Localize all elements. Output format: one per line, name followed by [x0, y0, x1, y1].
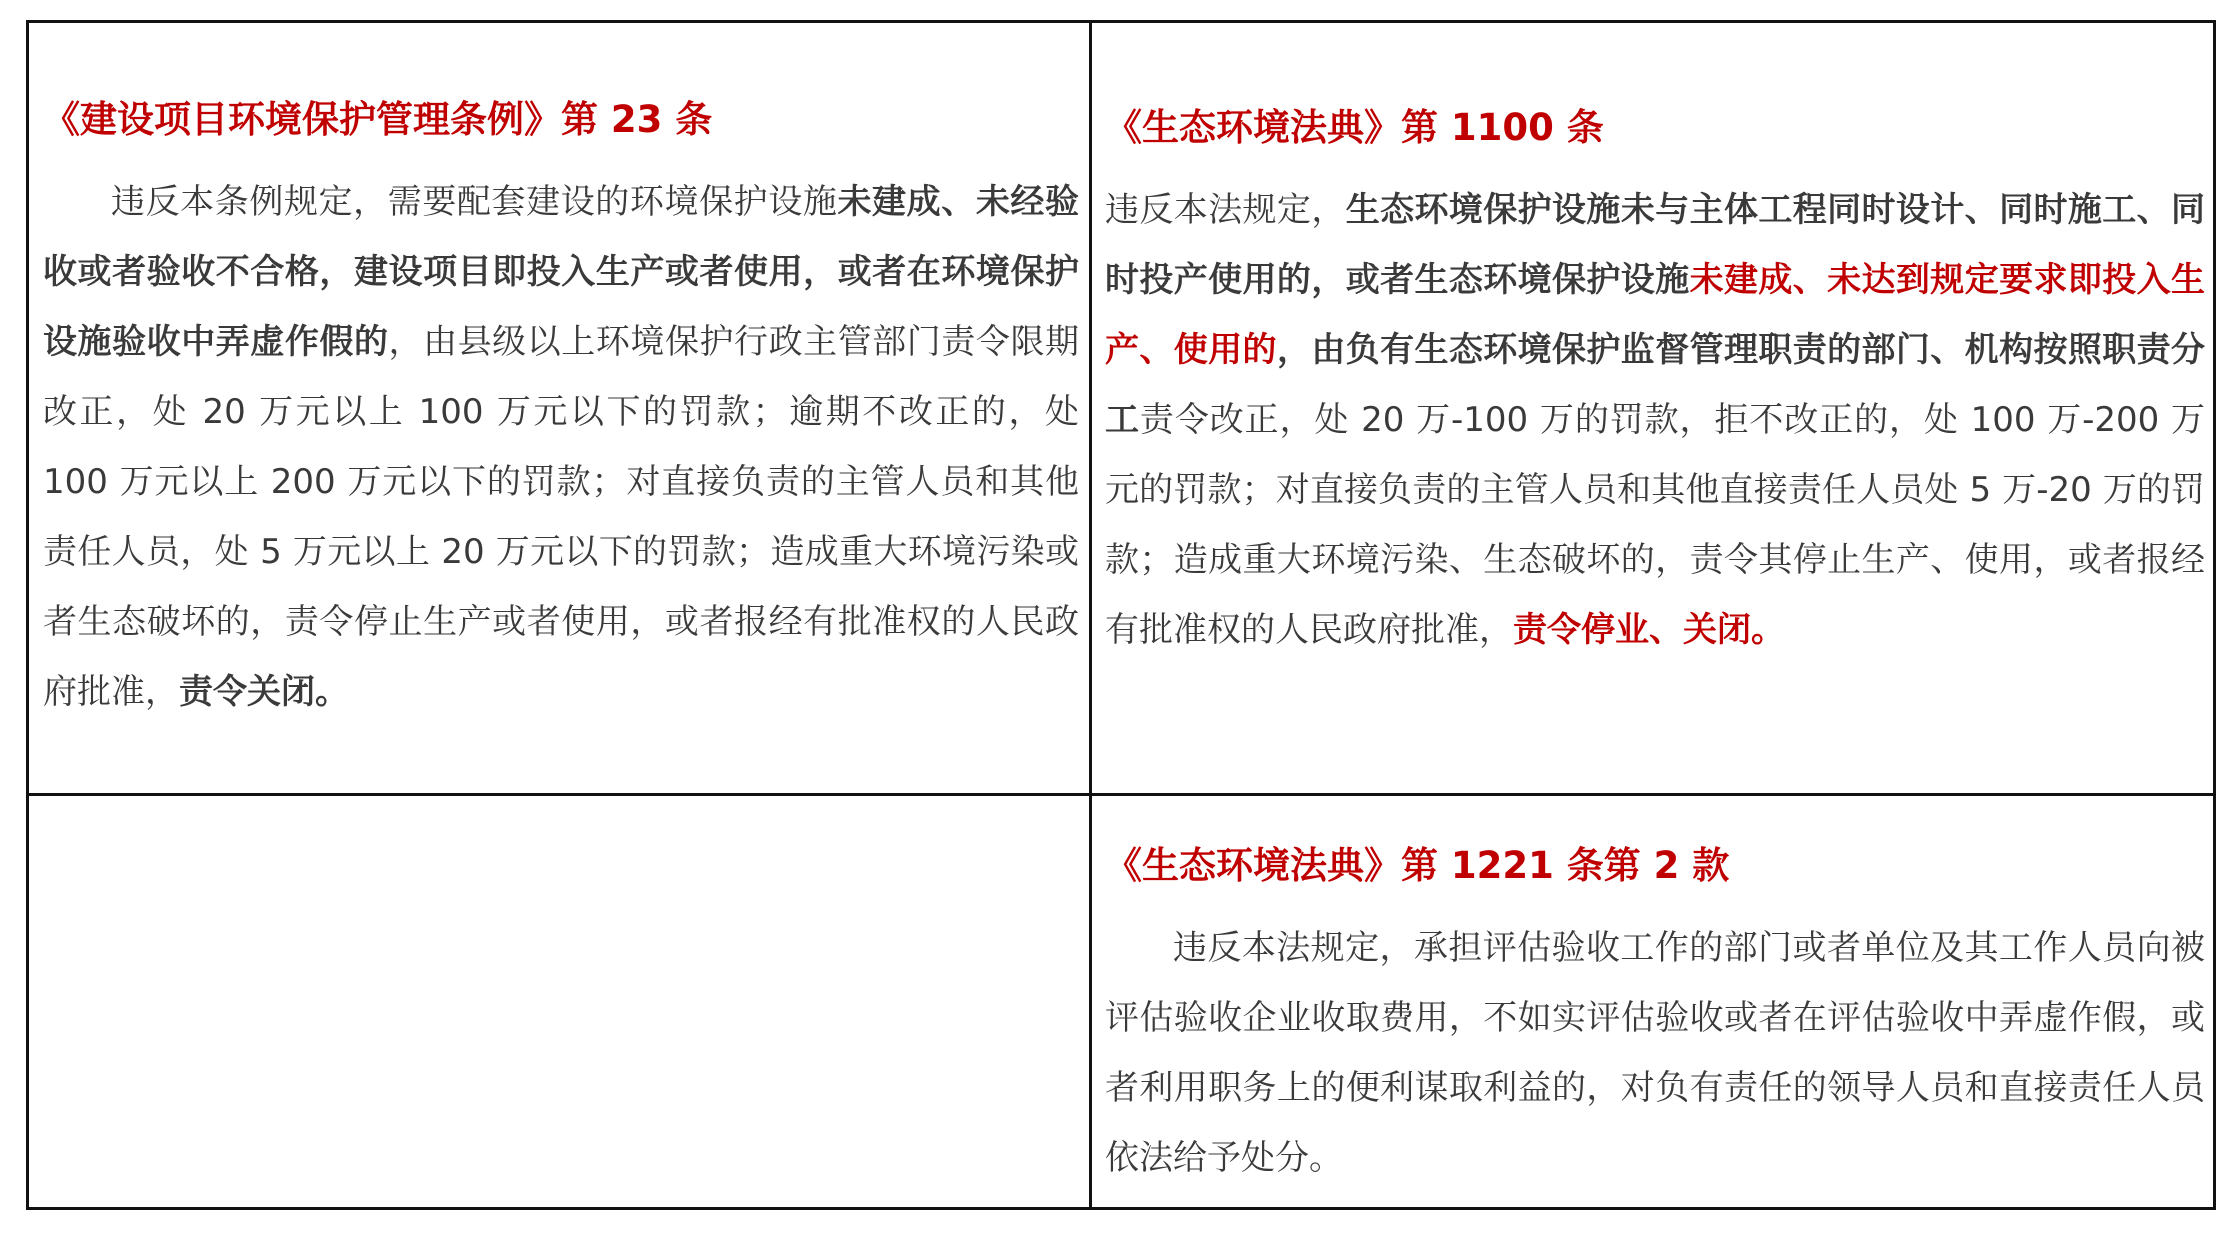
- red-segment: 责令停业、关闭。: [1513, 610, 1785, 650]
- row-divider: [29, 793, 2213, 796]
- text-segment: 违反本法规定，: [1105, 190, 1346, 230]
- article-title-regulation-23: 《建设项目环境保护管理条例》第 23 条: [43, 98, 713, 141]
- bold-segment: ，由负有生态环境保护监督管理职责的部门、机构按照职责分工: [1105, 330, 2205, 440]
- text-segment: ，由县级以上环境保护行政主管部门责令限期改正，处 20 万元以上 100 万元以下的罚款；逾期不改正的，处 100 万元以上 200 万元以下的罚款；对直接负责的主管人员和其他责任人员，处 5 万元以上 20 万元以下的罚款；造成重大环境污染或者生态破坏的，责令停止生产或者使用，或者报经有批准权的人民政府批准，: [43, 322, 1080, 712]
- article-body-code-1221: 违反本法规定，承担评估验收工作的部门或者单位及其工作人员向被评估验收企业收取费用，不如实评估验收或者在评估验收中弄虚作假，或者利用职务上的便利谋取利益的，对负有责任的领导人员和直接责任人员依法给予处分。: [1105, 928, 2205, 1178]
- column-divider: [1089, 23, 1092, 1207]
- comparison-table: [26, 20, 2216, 1210]
- article-title-code-1221: 《生态环境法典》第 1221 条第 2 款: [1105, 844, 1730, 887]
- text-segment: 责令改正，处 20 万-100 万的罚款，拒不改正的，处 100 万-200 万元的罚款；对直接负责的主管人员和其他直接责任人员处 5 万-20 万的罚款；造成重大环境污染、生态破坏的，责令其停止生产、使用，或者报经有批准权的人民政府批准，: [1105, 400, 2205, 650]
- bold-segment: 生态环境保护设施未与主体工程同时设计、同时施工、同时投产使用的，或者生态环境保护设施: [1105, 190, 2206, 300]
- article-body-regulation-23: [43, 167, 1079, 727]
- article-title-code-1100: 《生态环境法典》第 1100 条: [1105, 106, 1604, 149]
- cell-left-bottom: [43, 803, 1079, 1203]
- red-segment: 未建成、未达到规定要求即投入生产、使用的: [1105, 260, 2206, 370]
- bold-segment: 责令关闭。: [179, 672, 349, 712]
- article-body-code-1100: [1105, 175, 2205, 665]
- bold-segment: 未建成、未经验收或者验收不合格，建设项目即投入生产或者使用，或者在环境保护设施验收中弄虚作假的: [43, 182, 1080, 362]
- cell-right-top: [1105, 103, 2205, 665]
- text-segment: 违反本条例规定，需要配套建设的环境保护设施: [111, 182, 838, 222]
- cell-left-top: [43, 95, 1079, 727]
- cell-right-bottom: [1105, 841, 2205, 1193]
